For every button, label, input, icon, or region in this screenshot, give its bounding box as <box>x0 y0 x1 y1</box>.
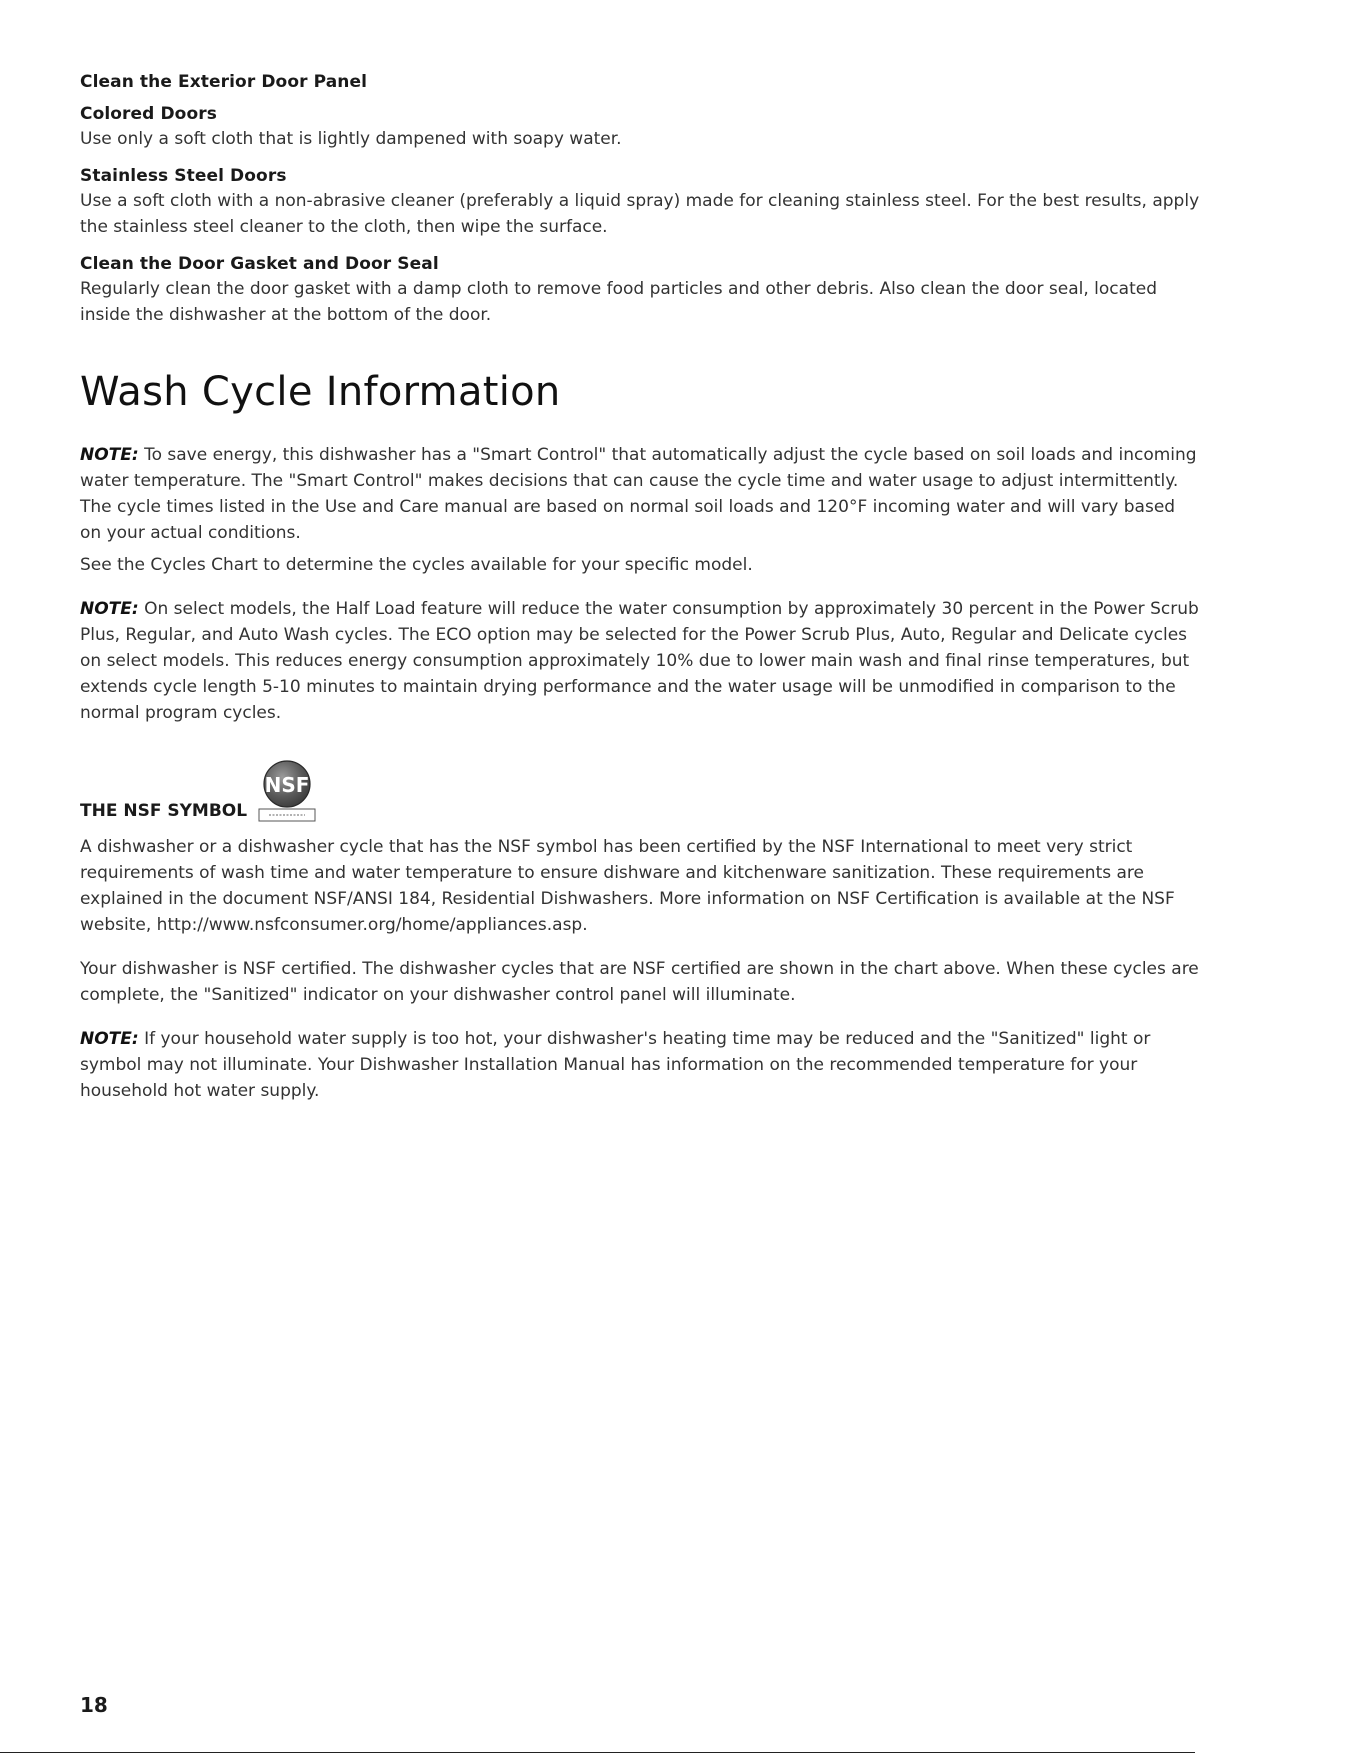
note-label: NOTE: <box>80 1029 139 1049</box>
wash-cycle-title: Wash Cycle Information <box>80 369 561 415</box>
page-number: 18 <box>80 1693 108 1717</box>
half-load-note-text: On select models, the Half Load feature will reduce the water consumption by approximately 30 percent in the Power Scrub Plus, Regular, and Auto Wash cycles. The ECO option may be selected for the Power Scrub Plus, Auto, Regular and Delicate cycles on select models. This reduces energy consumption approximately 10% due to lower main wash and final rinse temperatures, but extends cycle length 5-10 minutes to maintain drying performance and the water usage will be unmodified in comparison to the normal program cycles. <box>80 599 1199 723</box>
stainless-doors-text: Use a soft cloth with a non-abrasive cleaner (preferably a liquid spray) made for cleaning stainless steel. For the best results, apply the stainless steel cleaner to the cloth, then wipe the surface. <box>80 191 1200 237</box>
nsf-certified-dishwasher-text: Your dishwasher is NSF certified. The dishwasher cycles that are NSF certified are shown in the chart above. When these cycles are complete, the "Sanitized" indicator on your dishwasher control panel will illuminate. <box>80 959 1199 1005</box>
stainless-doors-heading: Stainless Steel Doors <box>80 166 287 186</box>
hot-water-note <box>80 1026 1200 1104</box>
smart-control-note-text: To save energy, this dishwasher has a "Smart Control" that automatically adjust the cycle based on soil loads and incoming water temperature. The "Smart Control" makes decisions that can cause the cycle time and water usage to adjust intermittently. The cycle times listed in the Use and Care manual are based on normal soil loads and 120°F incoming water and will vary based on your actual conditions. <box>80 445 1197 543</box>
smart-control-note <box>80 442 1200 546</box>
door-gasket-heading: Clean the Door Gasket and Door Seal <box>80 254 439 274</box>
exterior-door-panel-heading: Clean the Exterior Door Panel <box>80 72 368 92</box>
nsf-certification-text: A dishwasher or a dishwasher cycle that has the NSF symbol has been certified by the NSF International to meet very strict requirements of wash time and water temperature to ensure dishware and kitchenware sanitization. These requirements are explained in the document NSF/ANSI 184, Residential Dishwashers. More information on NSF Certification is available at the NSF website, http://www.nsfconsumer.org/home/appliances.asp. <box>80 837 1175 935</box>
nsf-heading-row <box>80 760 1200 824</box>
note-label: NOTE: <box>80 599 139 619</box>
bottom-rule <box>0 1752 1195 1753</box>
hot-water-note-text: If your household water supply is too hot, your dishwasher's heating time may be reduced and the "Sanitized" light or symbol may not illuminate. Your Dishwasher Installation Manual has information on the recommended temperature for your household hot water supply. <box>80 1029 1151 1101</box>
page-content <box>80 70 1200 1104</box>
half-load-note <box>80 596 1200 726</box>
cycles-chart-reference: See the Cycles Chart to determine the cycles available for your specific model. <box>80 555 753 575</box>
nsf-symbol-heading: THE NSF SYMBOL <box>80 801 248 821</box>
nsf-logo-text: NSF <box>264 773 310 797</box>
colored-doors-heading: Colored Doors <box>80 104 217 124</box>
door-gasket-text: Regularly clean the door gasket with a damp cloth to remove food particles and other debris. Also clean the door seal, located inside the dishwasher at the bottom of the door. <box>80 279 1157 325</box>
nsf-logo-icon <box>255 760 319 824</box>
note-label: NOTE: <box>80 445 139 465</box>
colored-doors-text: Use only a soft cloth that is lightly dampened with soapy water. <box>80 129 622 149</box>
